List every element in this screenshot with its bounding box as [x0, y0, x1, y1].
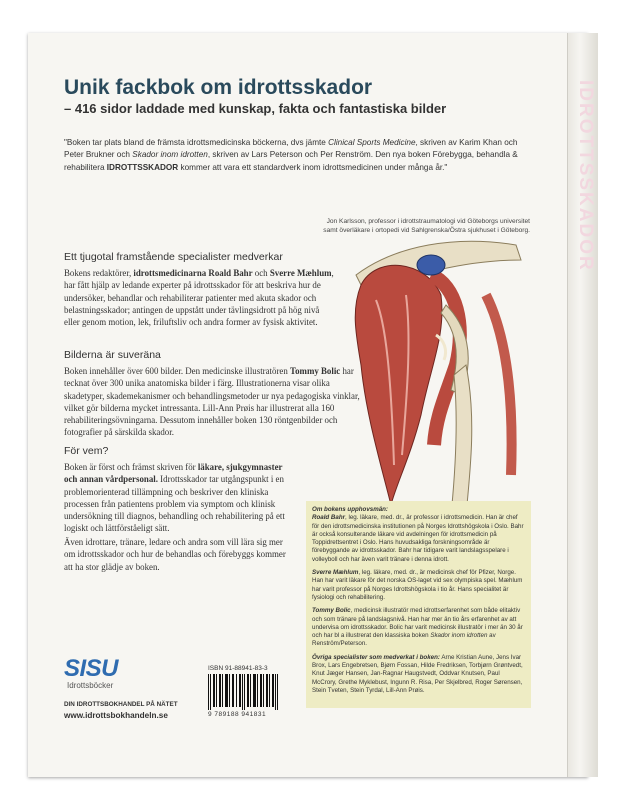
spine-title: IDROTTSSKADOR	[575, 80, 596, 272]
cover-subtitle: – 416 sidor laddade med kunskap, fakta och fantastiska bilder	[64, 101, 447, 116]
cover-title: Unik fackbok om idrottsskador	[64, 76, 373, 99]
shop-url[interactable]: www.idrottsbokhandeln.se	[64, 711, 168, 720]
barcode-number: 9 789188 941831	[208, 711, 267, 718]
shoulder-anatomy-illustration	[336, 215, 536, 515]
section-text-audience: Boken är först och främst skriven för läkare, sjukgymnaster och annan vårdpersonal. Idrottsskador tar utgångspunkt i en problemorienterad tillämpning och beskriver den kliniska processen från patientens problem via symptom och klinisk undersökning till diagnos, behandling och rehabilitering på ett logiskt och lättförståeligt sätt.	[64, 462, 285, 534]
section-heading-audience: För vem?	[64, 445, 109, 457]
sisu-logo: SISU	[64, 655, 119, 682]
quote-credit: Jon Karlsson, professor i idrottstraumatologi vid Göteborgs universitet samt överläkare i ortopedi vid Sahlgrenska/Östra sjukhuset i Göteborg.	[323, 218, 530, 234]
section-text-images: Boken innehåller över 600 bilder. Den medicinske illustratören Tommy Bolic har tecknat över 300 unika anatomiska bilder i färg. Illustrationerna visar olika skadetyper, skademekanismer och behandlingsmetoder ur nya pedagogiska vinklar, vilket gör bilderna mycket intressanta. Lill-Ann Prøis har illustrerat alla 160 rehabiliteringsövningarna. Dessutom innehåller boken 130 röntgenbilder och fotografier på särskilda skador.	[64, 366, 360, 438]
section-text-specialists: Bokens redaktörer, idrottsmedicinarna Roald Bahr och Sverre Mæhlum, har fått hjälp av ledande experter på idrottsskador för att beskriva hur de undersöker, behandlar och rehabiliterar patienter med akuta skador och belastningsskador; antingen de uppstått under tävlingsidrott på hög nivå eller genom motion, lek, friluftsliv och andra former av fysisk aktivitet.	[64, 268, 334, 328]
section-heading-specialists: Ett tjugotal framstående specialister medverkar	[64, 251, 283, 263]
section-text-audience-2: Även idrottare, tränare, ledare och andra som vill lära sig mer om idrottsskador och hur de behandlas och förebyggs kommer att ha stor glädje av boken.	[64, 537, 286, 572]
barcode-icon	[208, 674, 278, 710]
shop-tagline: DIN IDROTTSBOKHANDEL PÅ NÄTET	[64, 701, 178, 708]
sisu-logo-subtitle: Idrottsböcker	[67, 681, 114, 690]
section-heading-images: Bilderna är suveräna	[64, 349, 161, 361]
isbn-label: ISBN 91-88941-83-3	[208, 665, 268, 672]
review-quote: "Boken tar plats bland de främsta idrottsmedicinska böckerna, dvs jämte Clinical Sports Medicine, skriven av Karim Khan och Peter Brukner och Skador inom idrotten, skriven av Lars Peterson och Per Renström. Den nya boken Förebygga, behandla & rehabilitera IDROTTSSKADOR kommer att vara ett standardverk inom idrottsmedicinen under många år."	[64, 138, 518, 172]
authors-infobox: Om bokens upphovsmän: Roald Bahr, leg. läkare, med. dr., är professor i idrottsmedicin. Han är chef för den idrottsmedicinska institutionen på Norges Idrottshögskola i Oslo. Bahr är också konsulterande läkare vid avdelningen för idrottsmedicin på Toppidrettsentret i Oslo. Hans huvudsakliga forskningsområde är förebyggande av idrottsskador. Bahr har tidigare varit landslagsspelare i volleyboll och har även varit tränare i denna idrott. Sverre Mæhlum, leg. läkare, med. dr., är medicinsk chef för Pfizer, Norge. Han har varit läkare för det norska OS-laget vid sex olympiska spel. Mæhlum har varit professor på Norges Idrottshögskola i tio år. Hans specialitet är fysiologi och rehabilitering. Tommy Bolic, medicinsk illustratör med idrottserfarenhet som både elitaktiv och som tränare på landslagsnivå. Han har mer än tio års erfarenhet av att undervisa om idrottsskador. Bolic har varit medicinsk illustratör i mer än 30 år och har bl a illustrerat den klassiska boken Skador inom idrotten av Renström/Peterson. Övriga specialister som medverkat i boken: Arne Kristian Aune, Jens Ivar Brox, Lars Engebretsen, Bjørn Fossan, Hilde Fredriksen, Torbjørn Grøntvedt, Knut Jæger Hansen, Jan-Ragnar Haugstvedt, Oddvar Knutsen, Paul McCrory, Grethe Myklebust, Ingunn R. Risa, Per Skjelbred, Roger Sørensen, Stein Tveten, Stein Tyrdal, Lill-Ann Prøis.	[306, 501, 531, 708]
